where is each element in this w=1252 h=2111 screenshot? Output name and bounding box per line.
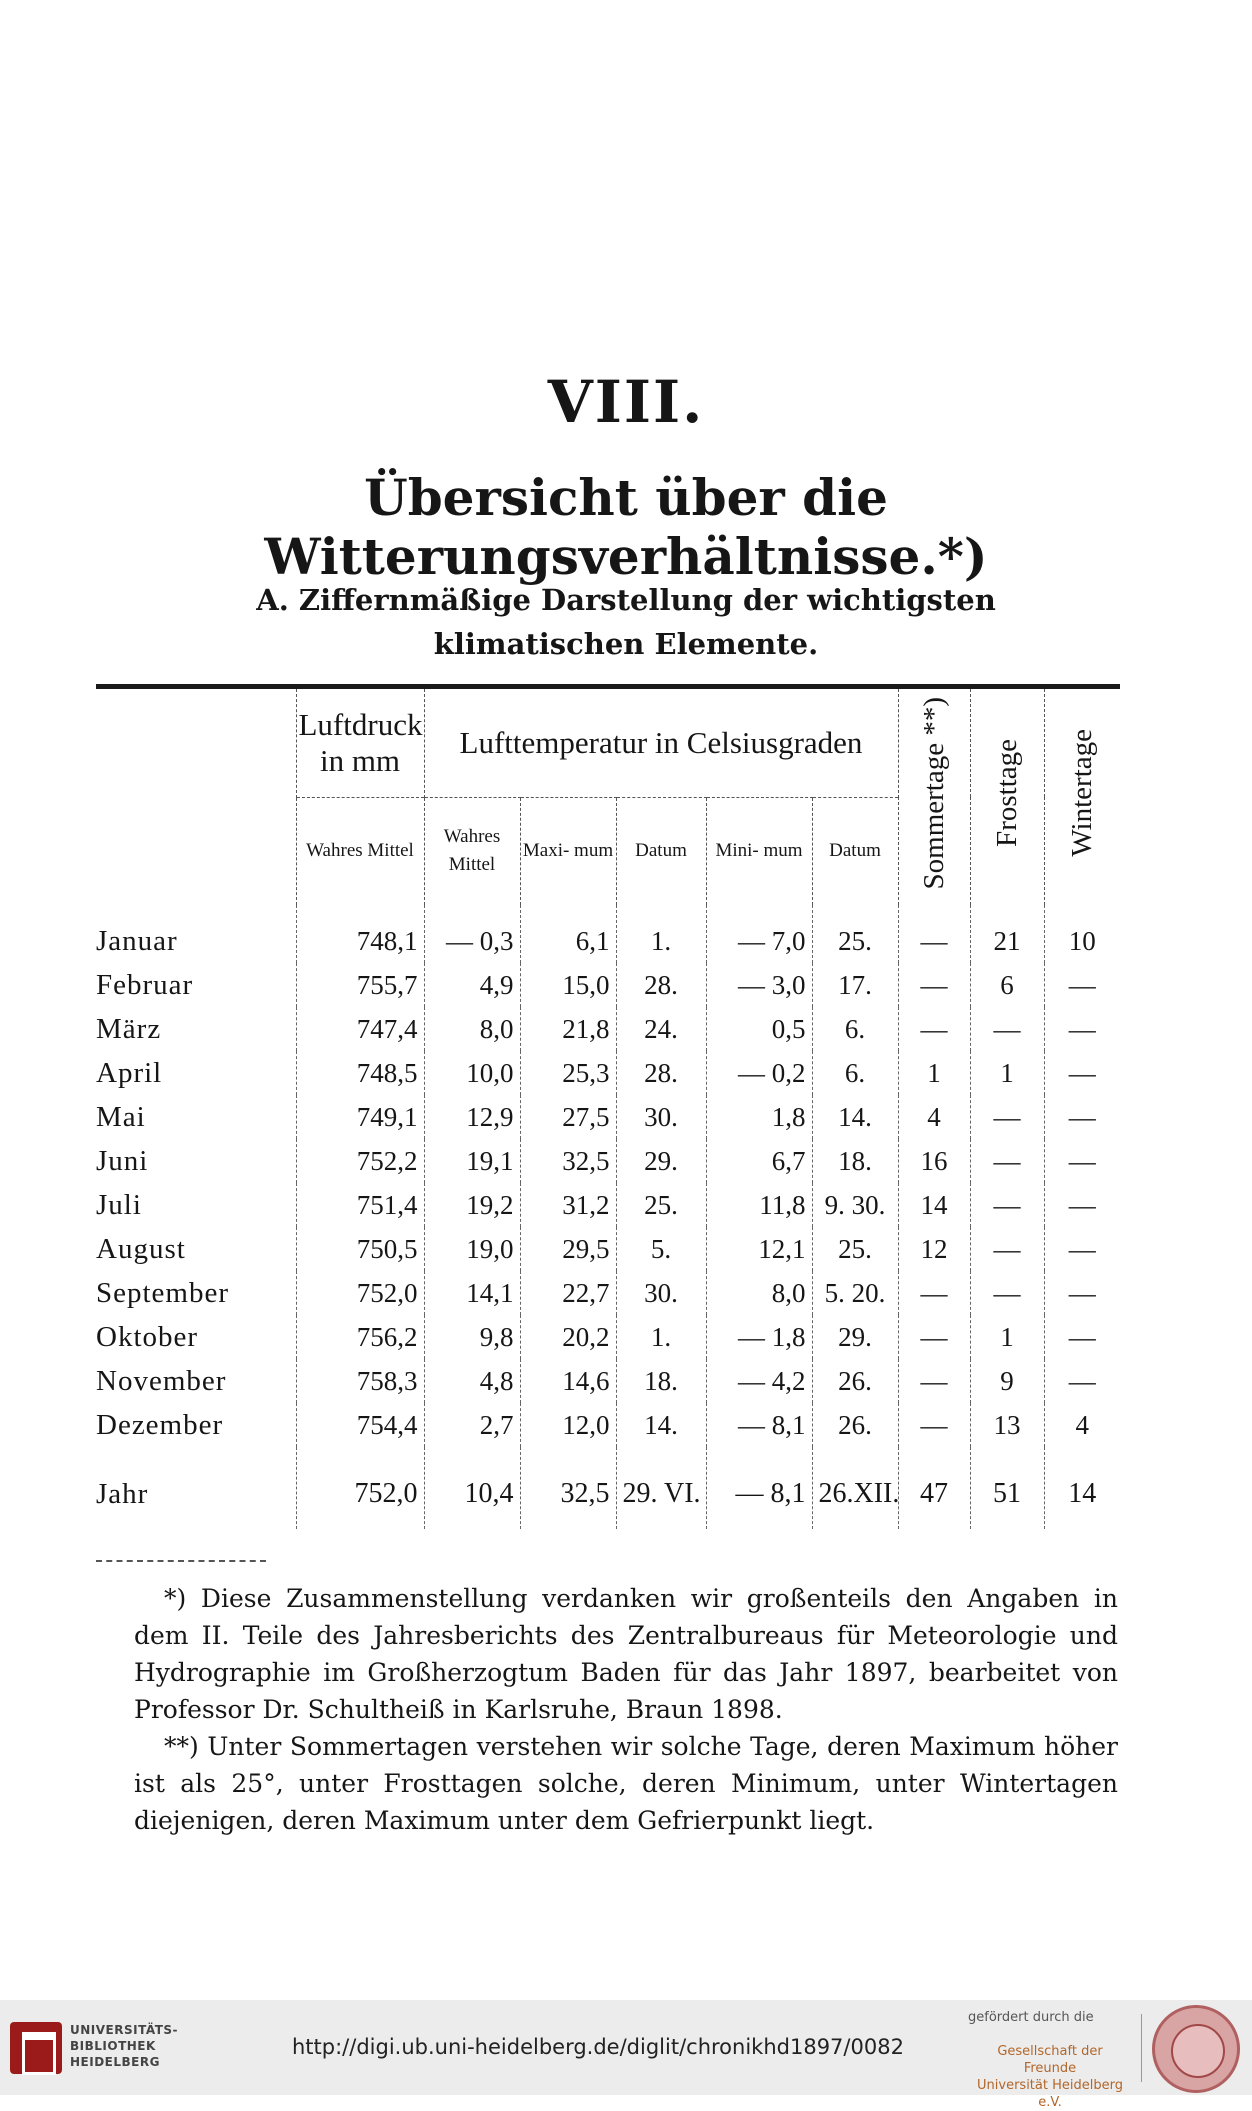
frost-days-cell: — bbox=[970, 1139, 1044, 1183]
summer-days-cell: 12 bbox=[898, 1227, 970, 1271]
chapter-number: VIII. bbox=[547, 368, 705, 436]
month-cell: November bbox=[96, 1364, 227, 1397]
winter-days-cell: — bbox=[1044, 1227, 1120, 1271]
summer-days-cell: — bbox=[898, 1359, 970, 1403]
pressure-header: Luftdruck in mm bbox=[296, 689, 424, 797]
min-temp-cell: — 7,0 bbox=[706, 905, 812, 963]
min-date-cell: 17. bbox=[812, 963, 898, 1007]
min-temp-cell: — 8,1 bbox=[706, 1403, 812, 1447]
frost-days-cell: — bbox=[970, 1183, 1044, 1227]
max-temp-cell: 22,7 bbox=[520, 1271, 616, 1315]
max-date-cell: 28. bbox=[616, 963, 706, 1007]
min-date-cell: 25. bbox=[812, 1227, 898, 1271]
table-row bbox=[96, 1139, 1120, 1183]
winter-days-cell: — bbox=[1044, 1139, 1120, 1183]
min-date-cell: 26. bbox=[812, 1359, 898, 1403]
max-date-cell: 29. VI. bbox=[616, 1447, 706, 1529]
temp-mean-header: Wahres Mittel bbox=[424, 797, 520, 905]
frost-days-header: Frosttage bbox=[970, 689, 1044, 905]
summer-days-cell: — bbox=[898, 905, 970, 963]
max-date-cell: 25. bbox=[616, 1183, 706, 1227]
max-date-cell: 1. bbox=[616, 905, 706, 963]
min-temp-cell: — 3,0 bbox=[706, 963, 812, 1007]
pressure-cell: 756,2 bbox=[296, 1315, 424, 1359]
pressure-mean-header: Wahres Mittel bbox=[296, 797, 424, 905]
min-temp-cell: 0,5 bbox=[706, 1007, 812, 1051]
mean-temp-cell: 2,7 bbox=[424, 1403, 520, 1447]
climate-table-container bbox=[96, 684, 1120, 1529]
table-body bbox=[96, 905, 1120, 1447]
month-cell: Januar bbox=[96, 924, 178, 957]
table-row bbox=[96, 1271, 1120, 1315]
max-temp-cell: 32,5 bbox=[520, 1139, 616, 1183]
min-temp-cell: — 0,2 bbox=[706, 1051, 812, 1095]
month-cell: Dezember bbox=[96, 1408, 224, 1441]
frost-days-cell: 1 bbox=[970, 1315, 1044, 1359]
winter-days-cell: — bbox=[1044, 1051, 1120, 1095]
summer-days-cell: — bbox=[898, 963, 970, 1007]
min-temp-cell: — 4,2 bbox=[706, 1359, 812, 1403]
sponsor-name: Gesellschaft der Freunde Universität Heidelberg e.V. bbox=[977, 2044, 1123, 2110]
max-date-cell: 28. bbox=[616, 1051, 706, 1095]
year-row bbox=[96, 1447, 1120, 1529]
pressure-cell: 758,3 bbox=[296, 1359, 424, 1403]
pressure-cell: 752,2 bbox=[296, 1139, 424, 1183]
max-temp-cell: 12,0 bbox=[520, 1403, 616, 1447]
max-temp-cell: 25,3 bbox=[520, 1051, 616, 1095]
winter-days-header: Wintertage bbox=[1044, 689, 1120, 905]
table-row bbox=[96, 963, 1120, 1007]
section-subtitle: A. Ziffernmäßige Darstellung der wichtigsten klimatischen Elemente. bbox=[256, 583, 996, 661]
mean-temp-cell: 4,8 bbox=[424, 1359, 520, 1403]
max-date-cell: 18. bbox=[616, 1359, 706, 1403]
mean-temp-cell: 19,2 bbox=[424, 1183, 520, 1227]
mean-temp-cell: 10,0 bbox=[424, 1051, 520, 1095]
min-date-cell: 18. bbox=[812, 1139, 898, 1183]
pressure-cell: 754,4 bbox=[296, 1403, 424, 1447]
winter-days-cell: — bbox=[1044, 1183, 1120, 1227]
winter-days-cell: — bbox=[1044, 1271, 1120, 1315]
min-temp-cell: 8,0 bbox=[706, 1271, 812, 1315]
table-row bbox=[96, 905, 1120, 963]
footnote-1: *) Diese Zusammenstellung verdanken wir großenteils den Angaben in dem II. Teile des Jahresberichts des Zentralbureaus für Meteorologie und Hydrographie im Großherzogtum Baden für das Jahr 1897, bearbeitet von Professor Dr. Schultheiß in Karlsruhe, Braun 1898. bbox=[134, 1584, 1118, 1724]
max-date-cell: 1. bbox=[616, 1315, 706, 1359]
document-url-link[interactable]: http://digi.ub.uni-heidelberg.de/diglit/chronikhd1897/0082 bbox=[292, 2035, 904, 2059]
table-row bbox=[96, 1359, 1120, 1403]
max-temp-cell: 21,8 bbox=[520, 1007, 616, 1051]
winter-days-cell: — bbox=[1044, 1095, 1120, 1139]
pressure-cell: 748,1 bbox=[296, 905, 424, 963]
frost-days-cell: 6 bbox=[970, 963, 1044, 1007]
mean-temp-cell: 10,4 bbox=[424, 1447, 520, 1529]
mean-temp-cell: 9,8 bbox=[424, 1315, 520, 1359]
table-row bbox=[96, 1007, 1120, 1051]
summer-days-cell: 16 bbox=[898, 1139, 970, 1183]
digitization-footer bbox=[0, 2000, 1252, 2110]
min-date-cell: 9. 30. bbox=[812, 1183, 898, 1227]
min-temp-cell: — 8,1 bbox=[706, 1447, 812, 1529]
footnote-rule bbox=[96, 1560, 266, 1562]
summer-days-cell: 1 bbox=[898, 1051, 970, 1095]
month-cell: Mai bbox=[96, 1100, 146, 1133]
table-row bbox=[96, 1095, 1120, 1139]
mean-temp-cell: 8,0 bbox=[424, 1007, 520, 1051]
summer-days-cell: — bbox=[898, 1315, 970, 1359]
winter-days-cell: — bbox=[1044, 1007, 1120, 1051]
footnotes bbox=[134, 1580, 1118, 1839]
mean-temp-cell: 12,9 bbox=[424, 1095, 520, 1139]
min-temp-cell: — 1,8 bbox=[706, 1315, 812, 1359]
summer-days-cell: 47 bbox=[898, 1447, 970, 1529]
winter-days-cell: — bbox=[1044, 963, 1120, 1007]
max-temp-cell: 31,2 bbox=[520, 1183, 616, 1227]
month-cell: April bbox=[96, 1056, 163, 1089]
max-date-cell: 29. bbox=[616, 1139, 706, 1183]
month-cell: Juni bbox=[96, 1144, 149, 1177]
summer-days-cell: 4 bbox=[898, 1095, 970, 1139]
table-row bbox=[96, 1051, 1120, 1095]
month-cell: August bbox=[96, 1232, 186, 1265]
pressure-cell: 751,4 bbox=[296, 1183, 424, 1227]
min-temp-cell: 1,8 bbox=[706, 1095, 812, 1139]
mean-temp-cell: 14,1 bbox=[424, 1271, 520, 1315]
month-cell: Juli bbox=[96, 1188, 142, 1221]
max-date-header: Datum bbox=[616, 797, 706, 905]
max-temp-cell: 15,0 bbox=[520, 963, 616, 1007]
library-name: UNIVERSITÄTS- BIBLIOTHEK HEIDELBERG bbox=[70, 2023, 179, 2069]
min-date-cell: 6. bbox=[812, 1051, 898, 1095]
library-logo-icon bbox=[10, 2022, 62, 2074]
max-date-cell: 14. bbox=[616, 1403, 706, 1447]
month-cell: September bbox=[96, 1276, 230, 1309]
min-header: Mini- mum bbox=[706, 797, 812, 905]
max-temp-cell: 14,6 bbox=[520, 1359, 616, 1403]
month-header bbox=[96, 689, 296, 905]
frost-days-cell: 13 bbox=[970, 1403, 1044, 1447]
table-row bbox=[96, 1403, 1120, 1447]
frost-days-cell: 51 bbox=[970, 1447, 1044, 1529]
max-date-cell: 5. bbox=[616, 1227, 706, 1271]
min-date-cell: 26.XII. bbox=[812, 1447, 898, 1529]
winter-days-cell: 4 bbox=[1044, 1403, 1120, 1447]
summer-days-cell: — bbox=[898, 1007, 970, 1051]
mean-temp-cell: 19,1 bbox=[424, 1139, 520, 1183]
min-date-cell: 6. bbox=[812, 1007, 898, 1051]
max-date-cell: 30. bbox=[616, 1095, 706, 1139]
winter-days-cell: 10 bbox=[1044, 905, 1120, 963]
pressure-cell: 748,5 bbox=[296, 1051, 424, 1095]
climate-table bbox=[96, 689, 1120, 1529]
max-header: Maxi- mum bbox=[520, 797, 616, 905]
winter-days-cell: — bbox=[1044, 1359, 1120, 1403]
year-summary bbox=[96, 1447, 1120, 1529]
table-row bbox=[96, 1183, 1120, 1227]
min-temp-cell: 11,8 bbox=[706, 1183, 812, 1227]
mean-temp-cell: — 0,3 bbox=[424, 905, 520, 963]
pressure-cell: 747,4 bbox=[296, 1007, 424, 1051]
month-cell: Februar bbox=[96, 968, 194, 1001]
min-date-cell: 26. bbox=[812, 1403, 898, 1447]
frost-days-cell: — bbox=[970, 1271, 1044, 1315]
footnote-2: **) Unter Sommertagen verstehen wir solche Tage, deren Maximum höher ist als 25°, unter Frosttagen solche, deren Minimum, unter Wintertagen diejenigen, deren Maximum unter dem Gefrierpunkt liegt. bbox=[134, 1732, 1118, 1835]
min-date-cell: 29. bbox=[812, 1315, 898, 1359]
min-date-cell: 5. 20. bbox=[812, 1271, 898, 1315]
max-temp-cell: 32,5 bbox=[520, 1447, 616, 1529]
pressure-cell: 752,0 bbox=[296, 1447, 424, 1529]
frost-days-cell: — bbox=[970, 1227, 1044, 1271]
max-date-cell: 24. bbox=[616, 1007, 706, 1051]
university-seal-icon bbox=[1152, 2005, 1240, 2093]
table-row bbox=[96, 1315, 1120, 1359]
max-temp-cell: 27,5 bbox=[520, 1095, 616, 1139]
min-temp-cell: 12,1 bbox=[706, 1227, 812, 1271]
min-temp-cell: 6,7 bbox=[706, 1139, 812, 1183]
table-header-row bbox=[96, 689, 1120, 797]
month-cell: Jahr bbox=[96, 1477, 149, 1510]
min-date-cell: 25. bbox=[812, 905, 898, 963]
frost-days-cell: 1 bbox=[970, 1051, 1044, 1095]
min-date-cell: 14. bbox=[812, 1095, 898, 1139]
pressure-cell: 755,7 bbox=[296, 963, 424, 1007]
frost-days-cell: — bbox=[970, 1007, 1044, 1051]
max-date-cell: 30. bbox=[616, 1271, 706, 1315]
mean-temp-cell: 19,0 bbox=[424, 1227, 520, 1271]
table-row bbox=[96, 1227, 1120, 1271]
min-date-header: Datum bbox=[812, 797, 898, 905]
frost-days-cell: — bbox=[970, 1095, 1044, 1139]
max-temp-cell: 29,5 bbox=[520, 1227, 616, 1271]
month-cell: März bbox=[96, 1012, 162, 1045]
pressure-cell: 750,5 bbox=[296, 1227, 424, 1271]
temperature-header: Lufttemperatur in Celsiusgraden bbox=[424, 689, 898, 797]
summer-days-cell: — bbox=[898, 1271, 970, 1315]
month-cell: Oktober bbox=[96, 1320, 199, 1353]
winter-days-cell: 14 bbox=[1044, 1447, 1120, 1529]
frost-days-cell: 9 bbox=[970, 1359, 1044, 1403]
frost-days-cell: 21 bbox=[970, 905, 1044, 963]
winter-days-cell: — bbox=[1044, 1315, 1120, 1359]
max-temp-cell: 20,2 bbox=[520, 1315, 616, 1359]
sponsor-label: gefördert durch die bbox=[968, 2010, 1094, 2025]
footer-divider bbox=[1141, 2014, 1142, 2082]
summer-days-cell: 14 bbox=[898, 1183, 970, 1227]
pressure-cell: 752,0 bbox=[296, 1271, 424, 1315]
max-temp-cell: 6,1 bbox=[520, 905, 616, 963]
summer-days-header: Sommertage **) bbox=[898, 689, 970, 905]
pressure-cell: 749,1 bbox=[296, 1095, 424, 1139]
summer-days-cell: — bbox=[898, 1403, 970, 1447]
mean-temp-cell: 4,9 bbox=[424, 963, 520, 1007]
page-title: Übersicht über die Witterungsverhältnisse.*) bbox=[264, 468, 988, 586]
